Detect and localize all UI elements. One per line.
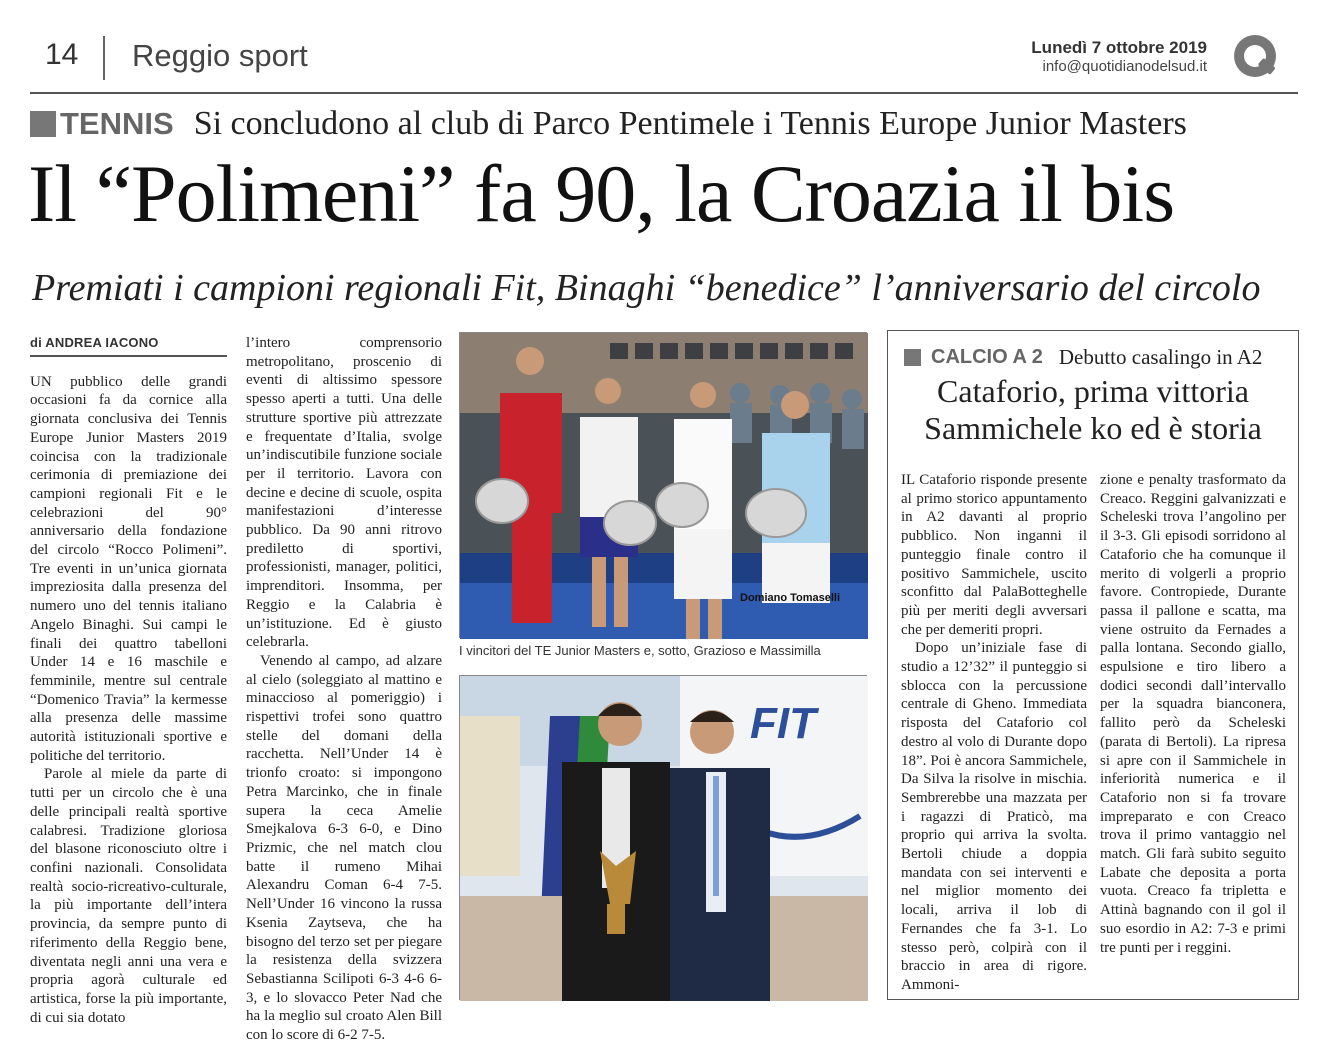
section-title: Reggio sport <box>132 38 308 73</box>
kicker-square-icon <box>30 111 56 137</box>
contact-email[interactable]: info@quotidianodelsud.it <box>1042 58 1207 75</box>
article-column-2 <box>246 334 442 1044</box>
article-column-1 <box>30 334 227 1026</box>
award-photo-illustration <box>460 676 868 1001</box>
kicker-square-icon <box>904 349 921 366</box>
page-header <box>0 0 1331 95</box>
photo-credit: Domiano Tomaselli <box>740 592 841 604</box>
paragraph: IL Cataforio risponde presente al primo storico appuntamento in A2 davanti al proprio pubblico. Non inganni il punteggio finale contro il positivo Sammichele, uscito sconfitto dal PalaBotteghelle più per meriti degli avversari che per demeriti propri. <box>901 472 1087 638</box>
paragraph: Parole al miele da parte di tutti per un circolo che è una delle principali realtà sportive calabresi. Tradizione gloriosa del blasone riconosciuto oltre i confini nazionali. Consolidata realtà socio-ricreativo-culturale, la più importante dell’intera provincia, da sempre punto di riferimento della Reggio bene, diventata negli anni una vera e propria agorà culturale ed artistica, forse la più importante, di cui sia dotato <box>30 766 227 1026</box>
paragraph: UN pubblico delle grandi occasioni fa da cornice alla giornata conclusiva dei Tennis Europe Junior Masters 2019 coincisa con la tradizionale cerimonia di premiazione dei campioni regionali Fit e le celebrazioni del 90° anniversario della fondazione del circolo “Rocco Polimeni”. Tre eventi in un’unica giornata impreziosita dalla presenza del numero uno del tennis italiano Angelo Binaghi. Sui campi le finali dei quattro tabelloni Under 14 e 16 maschile e femminile, mentre sul centrale “Domenico Travia” la kermesse alla presenza delle massime autorità istituzionali sportive e politiche del territorio. <box>30 373 227 764</box>
sidebar-title-line-1: Cataforio, prima vittoria <box>937 373 1249 409</box>
paragraph: l’intero comprensorio metropolitano, proscenio di eventi di altissimo spessore spesso aperti a tutti. Una delle strutture sportive più attrezzate e frequentate d’Italia, svolge un’indiscutibile funzione sociale per il territorio. Lavora con decine e decine di scuole, ospita manifestazioni d’interesse pubblico. Da 90 anni ritrovo prediletto di sportivi, professionisti, manager, politici, imprenditori. Insomma, per Reggio e la Calabria è un’istituzione. Ed è giusto celebrarla. <box>246 335 442 651</box>
sidebar-kicker <box>904 345 1262 370</box>
page-number: 14 <box>45 38 79 71</box>
paragraph: Dopo un’iniziale fase di studio a 12’32” il punteggio si sblocca con la percussione centrale di Gheno. Immediata risposta del Cataforio col destro al volo di Durante dopo 18”. Poi è ancora Sammichele, Da Silva la risolve in mischia. Sembrerebbe una mazzata per i ragazzi di Praticò, ma proprio qui arriva la svolta. Bertoli chiude a doppia mandata con sei interventi e nel miglior momento dei locali, arriva il lob di Fernandes che fa 3-1. Lo stesso però, colpirà con il braccio in area di rigore. Ammoni- <box>901 640 1087 993</box>
newspaper-logo-icon <box>1231 32 1281 82</box>
winners-photo-illustration <box>460 333 868 639</box>
sidebar-column-1 <box>901 471 1087 993</box>
sidebar-article <box>887 330 1299 1000</box>
sidebar-title-line-2: Sammichele ko ed è storia <box>924 410 1262 446</box>
headline: Il “Polimeni” fa 90, la Croazia il bis <box>28 148 1175 239</box>
sidebar-kicker-label: CALCIO A 2 <box>931 346 1043 368</box>
article-kicker <box>30 104 1187 144</box>
byline: di ANDREA IACONO <box>30 334 227 357</box>
issue-date: Lunedì 7 ottobre 2019 <box>1031 38 1207 57</box>
sidebar-kicker-text: Debutto casalingo in A2 <box>1058 345 1263 369</box>
header-rule <box>30 92 1298 94</box>
photo-caption: I vincitori del TE Junior Masters e, sotto, Grazioso e Massimilla <box>459 643 821 658</box>
fit-banner-text: FIT <box>750 699 816 748</box>
header-divider <box>103 36 105 80</box>
kicker-text: Si concludono al club di Parco Pentimele i Tennis Europe Junior Masters <box>193 105 1187 142</box>
sidebar-title <box>888 373 1298 447</box>
winners-photo <box>459 332 867 638</box>
subheadline: Premiati i campioni regionali Fit, Binaghi “benedice” l’anniversario del circolo <box>32 267 1261 309</box>
kicker-label: TENNIS <box>60 106 174 141</box>
paragraph: Venendo al campo, ad alzare al cielo (soleggiato al mattino e minaccioso al pomeriggio) i rispettivi trofei sono quattro stelle del domani della racchetta. Nell’Under 14 è trionfo croato: si impongono Petra Marcinko, che in finale supera la ceca Amelie Smejkalova 6-3 6-0, e Dino Prizmic, che nel match clou batte il rumeno Mihai Alexandru Coman 6-4 7-5. Nell’Under 16 vincono la russa Ksenia Zaytseva, che ha bisogno del terzo set per piegare la resistenza della svizzera Sebastianna Scilipoti 6-3 4-6 6-3, e lo slovacco Peter Nad che ha la meglio sul croato Alen Bill con lo score di 6-2 7-5. <box>246 652 442 1044</box>
sidebar-column-2 <box>1100 471 1286 993</box>
award-photo <box>459 675 867 1000</box>
paragraph: zione e penalty trasformato da Creaco. Reggini galvanizzati e Scheleski trova l’angolino per il 3-3. Gli episodi sorridono al Cataforio che ha comunque il merito di volgerli a proprio favore. Contropiede, Durante passa il pallone e scatta, ma viene ostruito da Fernades a palla lontana. Secondo giallo, espulsione e tiro libero a dodici secondi dall’intervallo per la squadra bianconera, fallito però da Scheleski (parata di Bertoli). La ripresa si apre con il Sammichele in inferiorità numerica e il Cataforio non si fa trovare impreparato e con Creaco trova il primo vantaggio nel match. Gli farà subito seguito Labate che deposita a porta vuota. Creaco fa tripletta e Attinà bagnando con il gol il suo esordio in A2: 7-3 e primi tre punti per i reggini. <box>1100 472 1286 956</box>
